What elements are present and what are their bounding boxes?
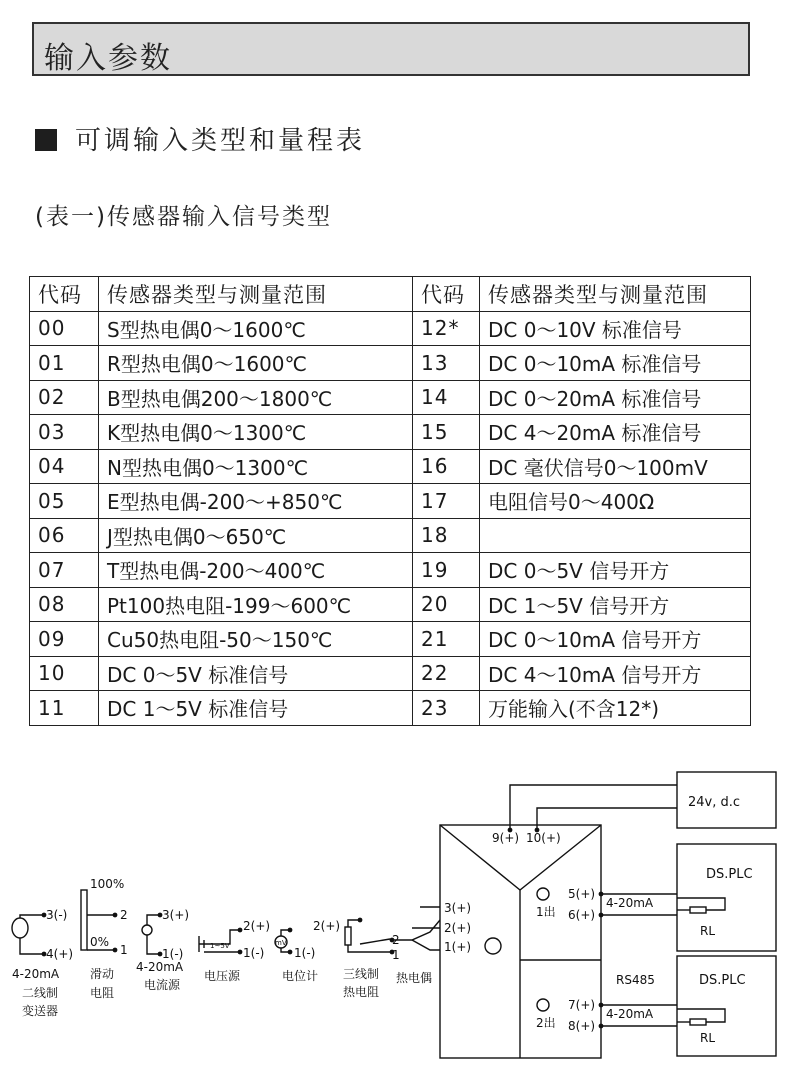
rtd-pin1: 1 xyxy=(392,948,400,962)
code-cell: 06 xyxy=(30,518,99,553)
rheostat-icon xyxy=(81,890,87,950)
loop2-label: 4-20mA xyxy=(606,1007,654,1021)
code-cell: 01 xyxy=(30,346,99,381)
code-cell: 07 xyxy=(30,553,99,588)
module-top-divider xyxy=(440,825,601,890)
code-cell: 13 xyxy=(413,346,480,381)
code-cell: 20 xyxy=(413,587,480,622)
code-cell: 08 xyxy=(30,587,99,622)
table-caption: (表一)传感器输入信号类型 xyxy=(35,204,332,230)
code-cell: 19 xyxy=(413,553,480,588)
sensor-type-cell: Cu50热电阻-50～150℃ xyxy=(99,622,413,657)
voltage-pin2: 2(+) xyxy=(243,919,271,933)
sensor-type-cell: J型热电偶0～650℃ xyxy=(99,518,413,553)
code-cell: 22 xyxy=(413,656,480,691)
col-header-code: 代码 xyxy=(30,277,99,312)
sensor-type-cell: DC 1～5V 标准信号 xyxy=(99,691,413,726)
sensor-type-cell: N型热电偶0～1300℃ xyxy=(99,449,413,484)
code-cell: 02 xyxy=(30,380,99,415)
sensor-type-cell: DC 1～5V 信号开方 xyxy=(480,587,751,622)
transmitter-label: 4-20mA xyxy=(12,967,60,981)
sensor-type-cell: DC 4～10mA 信号开方 xyxy=(480,656,751,691)
rl1-label: RL xyxy=(700,924,716,938)
rheostat-label: 滑动 xyxy=(90,967,115,981)
terminal-9: 9(+) xyxy=(492,831,520,845)
current-source-icon xyxy=(142,925,152,935)
transmitter-label: 变送器 xyxy=(22,1004,59,1018)
thermocouple-label: 热电偶 xyxy=(396,971,433,985)
plc2-label: DS.PLC xyxy=(699,973,746,988)
transmitter-pin4: 4(+) xyxy=(46,947,74,961)
power-wire-10 xyxy=(537,808,677,830)
table-row xyxy=(30,691,751,726)
terminal-10: 10(+) xyxy=(526,831,561,845)
rtd-label: 热电阻 xyxy=(343,985,380,999)
code-cell: 17 xyxy=(413,484,480,519)
rheostat-label: 电阻 xyxy=(90,986,115,1000)
table-row xyxy=(30,518,751,553)
transmitter-label: 二线制 xyxy=(22,986,59,1000)
table-row xyxy=(30,553,751,588)
sensor-type-cell: DC 0～20mA 标准信号 xyxy=(480,380,751,415)
rs485-label: RS485 xyxy=(616,973,655,987)
current-pin1: 1(-) xyxy=(162,947,184,961)
sensor-type-cell: S型热电偶0～1600℃ xyxy=(99,311,413,346)
output2-label: 2出 xyxy=(536,1016,556,1030)
voltage-range: 1~5V xyxy=(210,942,230,950)
page-title: 输入参数 xyxy=(44,41,172,76)
sensor-type-cell: DC 0～10mA 信号开方 xyxy=(480,622,751,657)
table-row xyxy=(30,346,751,381)
code-cell: 04 xyxy=(30,449,99,484)
sensor-type-cell: K型热电偶0～1300℃ xyxy=(99,415,413,450)
rheostat-top: 100% xyxy=(90,877,125,891)
terminal-8: 8(+) xyxy=(568,1019,596,1033)
table-row xyxy=(30,311,751,346)
col-header-code: 代码 xyxy=(413,277,480,312)
sensor-type-cell: E型热电偶-200～+850℃ xyxy=(99,484,413,519)
table-row xyxy=(30,415,751,450)
terminal-7: 7(+) xyxy=(568,998,596,1012)
pot-pin1: 1(-) xyxy=(294,946,316,960)
output2-icon xyxy=(537,999,549,1011)
table-row xyxy=(30,449,751,484)
terminal-6: 6(+) xyxy=(568,908,596,922)
col-header-type: 传感器类型与测量范围 xyxy=(480,277,751,312)
square-bullet-icon xyxy=(35,129,57,151)
section-title-text: 可调输入类型和量程表 xyxy=(75,126,366,156)
input-type-table xyxy=(29,276,751,726)
table-row xyxy=(30,656,751,691)
rtd-label: 三线制 xyxy=(343,967,380,981)
code-cell: 09 xyxy=(30,622,99,657)
sensor-type-cell: DC 0～5V 标准信号 xyxy=(99,656,413,691)
section-header xyxy=(32,22,750,76)
voltage-label: 电压源 xyxy=(204,969,241,983)
pot-mv: mV xyxy=(275,939,287,947)
sensor-type-cell: T型热电偶-200～400℃ xyxy=(99,553,413,588)
sensor-type-cell: DC 0～5V 信号开方 xyxy=(480,553,751,588)
table-row xyxy=(30,587,751,622)
rl1-resistor xyxy=(690,907,706,913)
power-label: 24v, d.c xyxy=(688,795,741,810)
terminal-5: 5(+) xyxy=(568,887,596,901)
code-cell: 10 xyxy=(30,656,99,691)
sensor-type-cell: DC 毫伏信号0～100mV xyxy=(480,449,751,484)
table-row xyxy=(30,380,751,415)
sensor-type-cell: DC 4～20mA 标准信号 xyxy=(480,415,751,450)
sensor-type-cell: R型热电偶0～1600℃ xyxy=(99,346,413,381)
code-cell: 11 xyxy=(30,691,99,726)
transmitter-icon xyxy=(12,918,28,938)
output1-icon xyxy=(537,888,549,900)
plc1-label: DS.PLC xyxy=(706,867,753,882)
transmitter-pin3: 3(-) xyxy=(46,908,68,922)
rl2-resistor xyxy=(690,1019,706,1025)
sensor-type-cell: DC 0～10mA 标准信号 xyxy=(480,346,751,381)
sensor-type-cell: DC 0～10V 标准信号 xyxy=(480,311,751,346)
sensor-type-cell: Pt100热电阻-199～600℃ xyxy=(99,587,413,622)
section-title xyxy=(35,120,365,157)
code-cell: 21 xyxy=(413,622,480,657)
rtd-icon xyxy=(345,927,351,945)
pot-pin2: 2(+) xyxy=(313,919,341,933)
plc2-box xyxy=(677,956,776,1056)
table-row xyxy=(30,622,751,657)
code-cell: 12* xyxy=(413,311,480,346)
input-indicator-icon xyxy=(485,938,501,954)
rtd-pin2: 2 xyxy=(392,933,400,947)
sensor-type-cell: 电阻信号0～400Ω xyxy=(480,484,751,519)
table-header-row xyxy=(30,277,751,312)
rheostat-pin2: 2 xyxy=(120,908,128,922)
code-cell: 05 xyxy=(30,484,99,519)
terminal-2: 2(+) xyxy=(444,921,472,935)
table-row xyxy=(30,484,751,519)
pot-label: 电位计 xyxy=(282,969,319,983)
code-cell: 03 xyxy=(30,415,99,450)
current-label: 4-20mA xyxy=(136,960,184,974)
sensor-type-cell xyxy=(480,518,751,553)
code-cell: 14 xyxy=(413,380,480,415)
sensor-type-cell: 万能输入(不含12*) xyxy=(480,691,751,726)
voltage-pin1: 1(-) xyxy=(243,946,265,960)
rl2-label: RL xyxy=(700,1031,716,1045)
code-cell: 16 xyxy=(413,449,480,484)
rheostat-bottom: 0% xyxy=(90,935,110,949)
output1-label: 1出 xyxy=(536,905,556,919)
terminal-1: 1(+) xyxy=(444,940,472,954)
code-cell: 15 xyxy=(413,415,480,450)
code-cell: 00 xyxy=(30,311,99,346)
wiring-diagram xyxy=(0,760,790,1071)
code-cell: 18 xyxy=(413,518,480,553)
sensor-type-cell: B型热电偶200～1800℃ xyxy=(99,380,413,415)
loop1-label: 4-20mA xyxy=(606,896,654,910)
rheostat-pin1: 1 xyxy=(120,943,128,957)
col-header-type: 传感器类型与测量范围 xyxy=(99,277,413,312)
terminal-3: 3(+) xyxy=(444,901,472,915)
current-label: 电流源 xyxy=(144,978,181,992)
current-pin3: 3(+) xyxy=(162,908,190,922)
code-cell: 23 xyxy=(413,691,480,726)
